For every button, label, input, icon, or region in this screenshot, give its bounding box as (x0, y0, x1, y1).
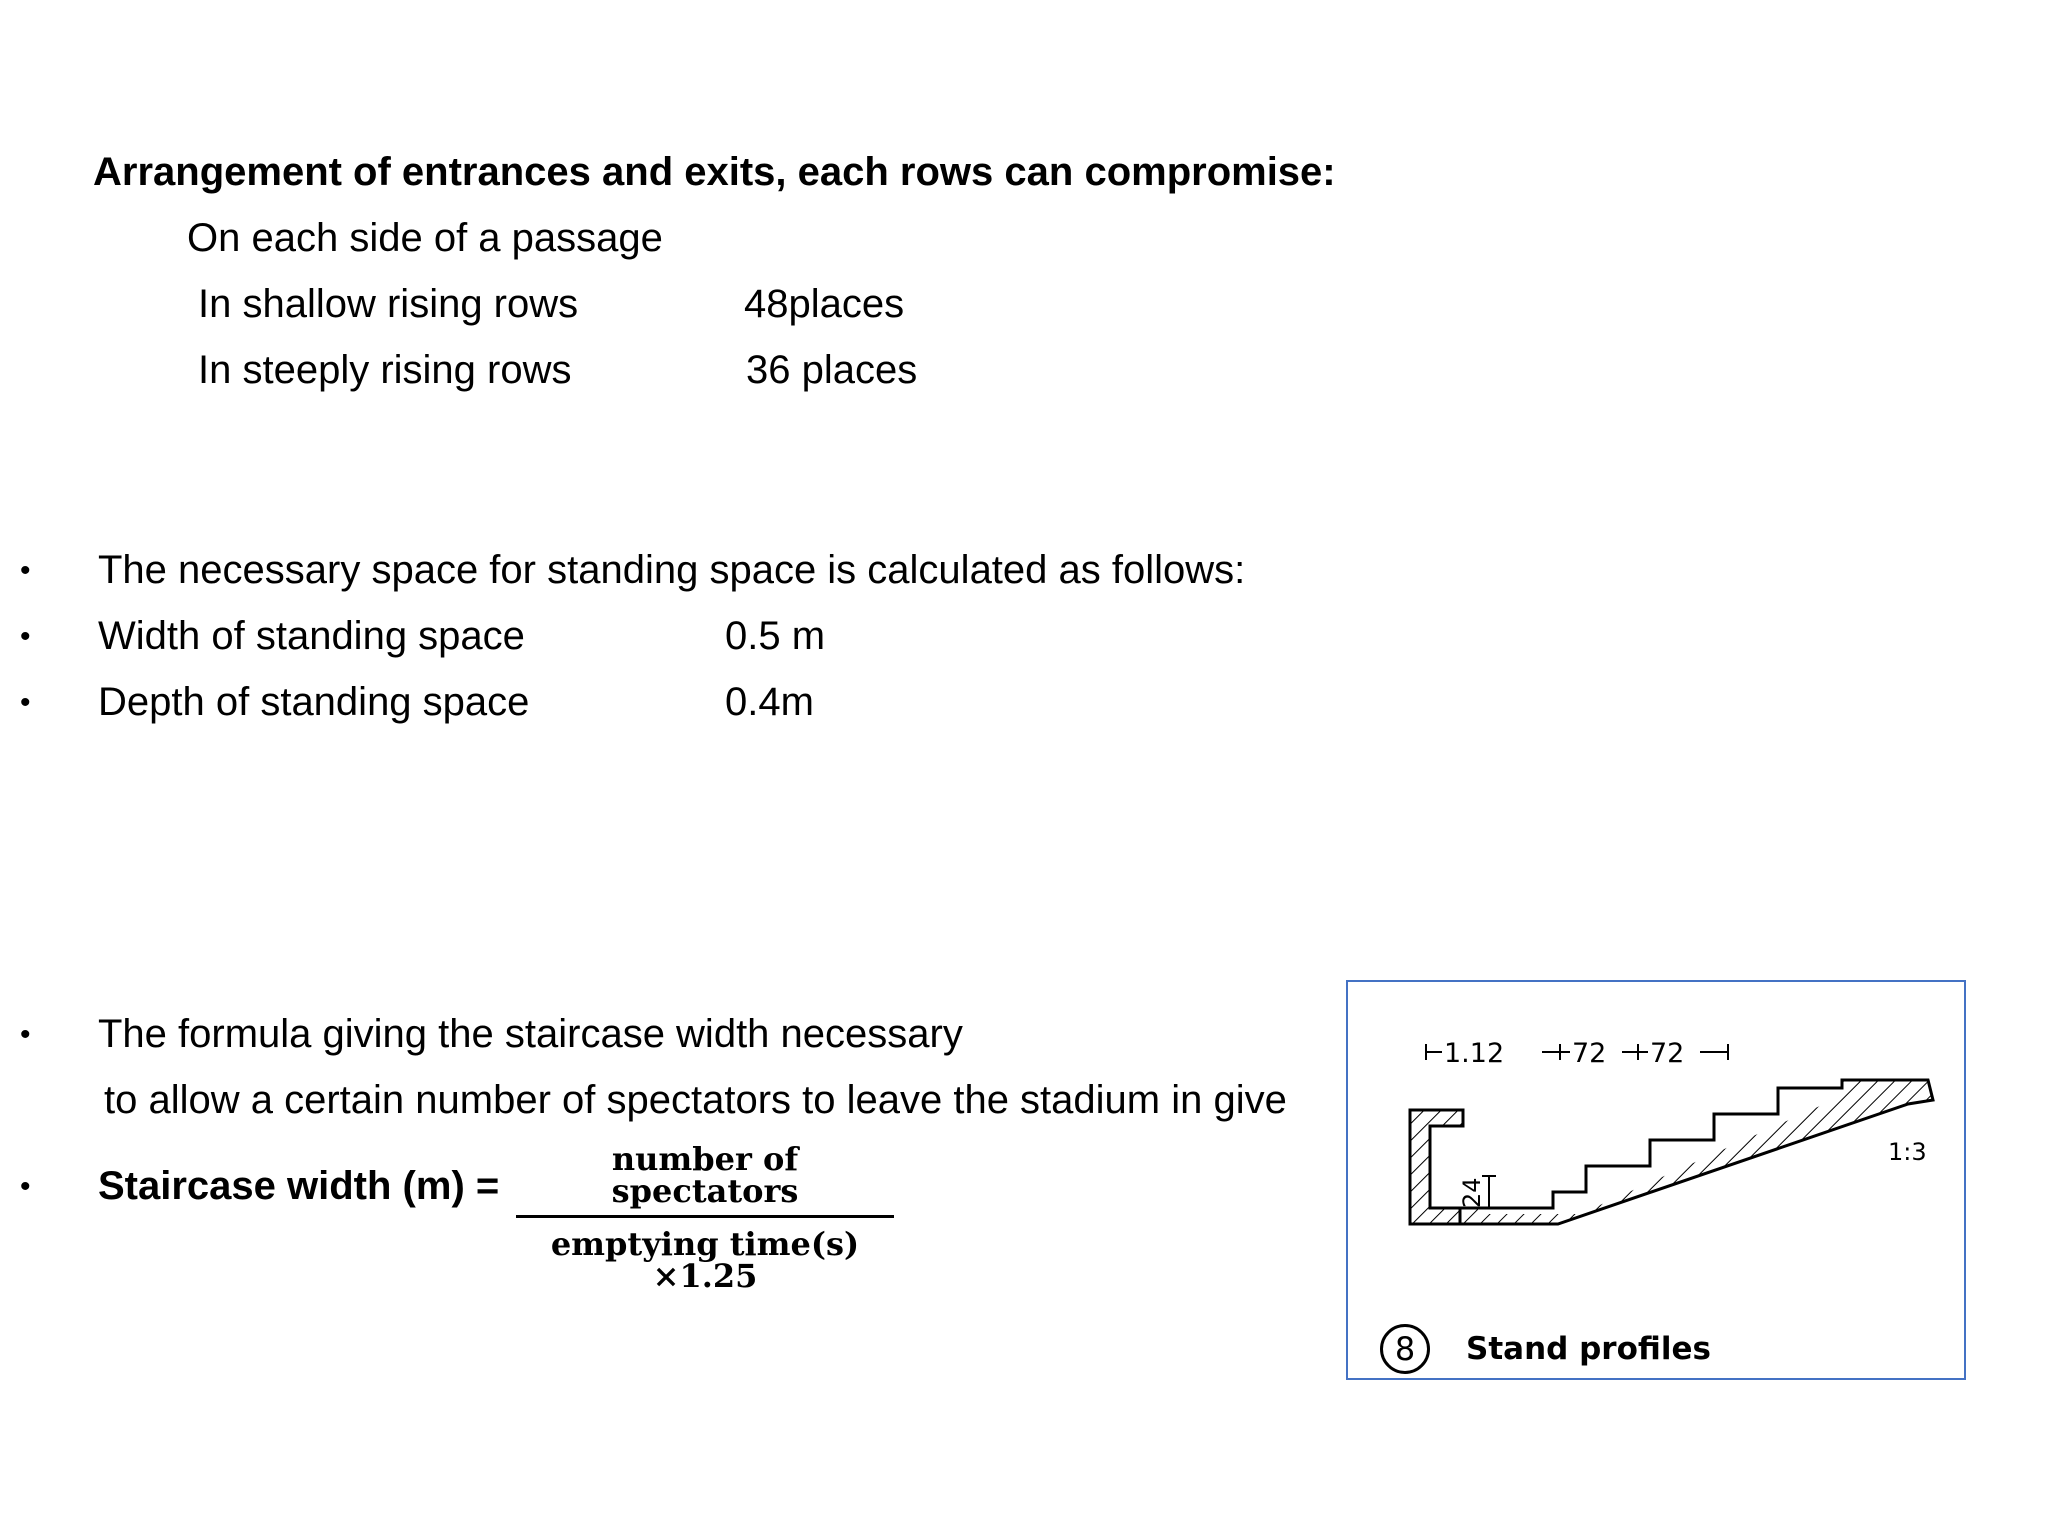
dimension-2: 72 (1572, 1038, 1607, 1069)
bullet: • (20, 554, 31, 587)
bullet: • (20, 1170, 31, 1203)
bullet: • (20, 686, 31, 719)
staircase-formula (515, 1140, 895, 1295)
dimension-3: 72 (1650, 1038, 1685, 1069)
riser-label: 24 (1458, 1177, 1486, 1208)
staircase-line-2: to allow a certain number of spectators to leave the stadium in give (104, 1078, 1287, 1122)
standing-width-label: Width of standing space (98, 614, 525, 658)
standing-width-value: 0.5 m (725, 614, 826, 658)
standing-depth-value: 0.4m (725, 680, 814, 724)
stand-profiles-figure (1346, 980, 1966, 1380)
standing-depth-label: Depth of standing space (98, 680, 530, 724)
formula-numerator: number of spectators (611, 1140, 799, 1210)
steep-rows-label: In steeply rising rows (198, 348, 572, 392)
bullet: • (20, 620, 31, 653)
standing-intro: The necessary space for standing space is calculated as follows: (98, 548, 1246, 592)
steep-rows-value: 36 places (746, 348, 918, 392)
shallow-rows-label: In shallow rising rows (198, 282, 579, 326)
arrangement-heading: Arrangement of entrances and exits, each rows can compromise: (93, 150, 1336, 194)
stand-profile-drawing (1348, 982, 1966, 1380)
staircase-line-1: The formula giving the staircase width necessary (98, 1012, 963, 1056)
dimension-1: 1.12 (1444, 1038, 1505, 1069)
front-wall (1410, 1110, 1463, 1224)
slope-label: 1:3 (1888, 1138, 1927, 1166)
passage-line: On each side of a passage (187, 216, 663, 260)
figure-number-badge: 8 (1380, 1324, 1430, 1374)
bullet: • (20, 1018, 31, 1051)
formula-label: Staircase width (m) = (98, 1164, 500, 1208)
figure-caption: Stand profiles (1466, 1331, 1711, 1367)
formula-denominator: emptying time(s) ×1.25 (550, 1225, 860, 1295)
shallow-rows-value: 48places (744, 282, 905, 326)
